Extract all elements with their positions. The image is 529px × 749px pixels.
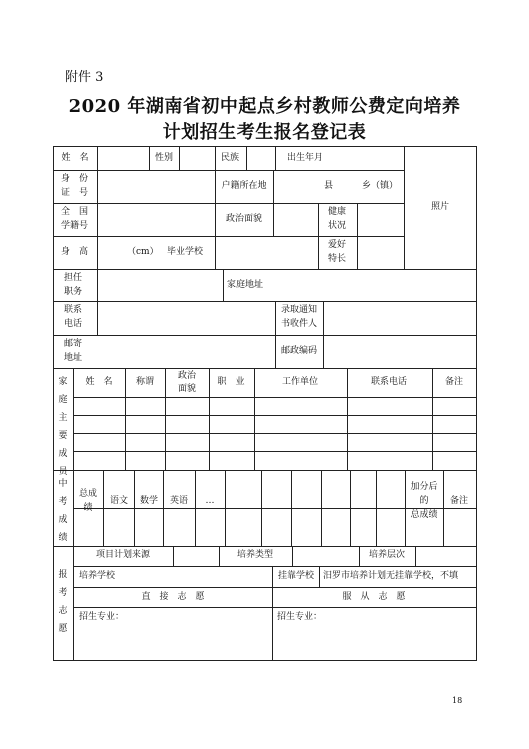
label-statusno-2: 学籍号 xyxy=(61,221,89,231)
col-family-job: 职 业 xyxy=(217,377,245,387)
label-gender: 性别 xyxy=(154,153,174,163)
label-id-1: 身 份 xyxy=(61,174,89,184)
label-id-2: 证 号 xyxy=(61,188,89,198)
registration-table xyxy=(53,146,477,660)
col-exam-ellipsis: … xyxy=(205,496,215,506)
label-application-wish: 报考志愿 xyxy=(58,570,68,634)
col-family-relation: 称谓 xyxy=(135,377,155,387)
label-hobby-1: 爱好 xyxy=(327,240,347,250)
col-exam-math: 数学 xyxy=(139,496,159,506)
label-major-right: 招生专业： xyxy=(277,612,323,622)
col-family-workplace: 工作单位 xyxy=(281,377,319,387)
col-exam-chinese: 语文 xyxy=(109,496,129,506)
label-mail-2: 地址 xyxy=(64,353,83,363)
label-hukou: 户籍所在地 xyxy=(221,181,267,191)
col-exam-english: 英语 xyxy=(169,496,189,506)
form-title-line1: 2020 年湖南省初中起点乡村教师公费定向培养 xyxy=(68,96,461,117)
label-health-2: 状况 xyxy=(327,221,347,231)
col-family-remark: 备注 xyxy=(444,377,464,387)
label-affiliated-note: 汨罗市培养计划无挂靠学校，不填 xyxy=(323,571,459,581)
col-exam-remark: 备注 xyxy=(449,496,469,506)
label-training-school: 培养学校 xyxy=(79,571,116,581)
label-town: 乡（镇） xyxy=(362,181,399,191)
label-county: 县 xyxy=(324,181,334,191)
label-training-type: 培养类型 xyxy=(236,550,274,560)
attachment-label: 附件 3 xyxy=(65,70,104,85)
label-training-level: 培养层次 xyxy=(368,550,406,560)
label-photo: 照片 xyxy=(430,202,450,212)
col-exam-total-1: 总成 xyxy=(78,489,98,499)
col-family-phone: 联系电话 xyxy=(370,377,408,387)
label-political: 政治面貌 xyxy=(225,214,263,224)
label-phone-1: 联系 xyxy=(64,305,83,315)
col-exam-bonus-1: 加分后 xyxy=(410,482,438,492)
col-exam-total-2: 绩 xyxy=(83,503,93,513)
label-plan-source: 项目计划来源 xyxy=(95,550,151,560)
label-name: 姓 名 xyxy=(61,153,89,163)
form-title-line2: 计划招生考生报名登记表 xyxy=(162,122,367,143)
label-ethnicity: 民族 xyxy=(220,153,240,163)
label-postcode: 邮政编码 xyxy=(280,346,318,356)
label-obey-wish: 服 从 志 愿 xyxy=(342,592,406,602)
col-exam-bonus-3: 总成绩 xyxy=(410,510,438,520)
label-school: 毕业学校 xyxy=(167,247,204,257)
col-exam-bonus-2: 的 xyxy=(419,496,429,506)
label-statusno-1: 全 国 xyxy=(61,207,89,217)
col-family-name: 姓 名 xyxy=(85,377,113,387)
label-hobby-2: 特长 xyxy=(327,254,347,264)
label-major-left: 招生专业： xyxy=(79,612,125,622)
label-home: 家庭地址 xyxy=(227,280,264,290)
label-birth: 出生年月 xyxy=(286,153,324,163)
label-exam-scores: 中考成绩 xyxy=(58,479,68,543)
label-recipient-1: 录取通知 xyxy=(280,305,318,315)
label-position-2: 职务 xyxy=(64,287,83,297)
label-health-1: 健康 xyxy=(327,207,347,217)
label-position-1: 担任 xyxy=(64,273,83,283)
label-height: 身 高 xyxy=(61,247,89,257)
col-family-political-1: 政治 xyxy=(177,371,197,381)
label-family-members: 家庭主要成员 xyxy=(58,377,68,477)
label-height-unit: （cm） xyxy=(127,247,159,257)
label-affiliated-school: 挂靠学校 xyxy=(277,571,315,581)
label-phone-2: 电话 xyxy=(64,319,83,329)
label-recipient-2: 书收件人 xyxy=(280,319,318,329)
label-mail-1: 邮寄 xyxy=(64,339,83,349)
label-direct-wish: 直 接 志 愿 xyxy=(141,592,205,602)
page-number: 18 xyxy=(452,696,463,705)
col-family-political-2: 面貌 xyxy=(177,384,197,394)
